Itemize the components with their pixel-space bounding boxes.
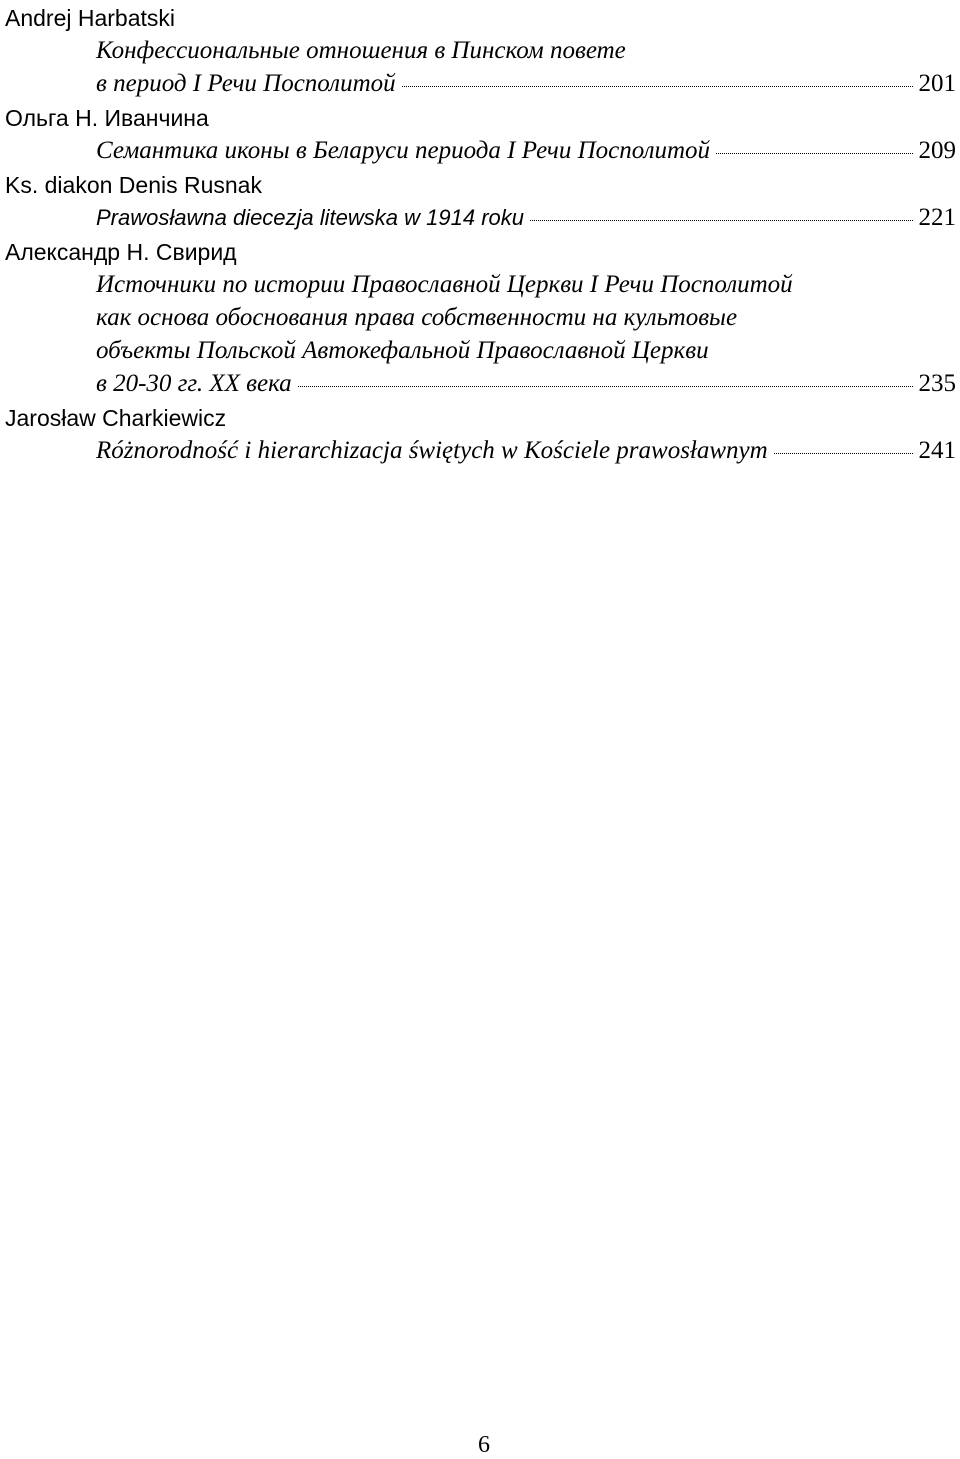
entry-title-last-line (96, 201, 956, 234)
entry-page-number: 235 (918, 370, 956, 397)
entry-title-line: Różnorodność i hierarchizacja świętych w Kościele prawosławnym (96, 437, 768, 464)
entry-title (5, 134, 956, 167)
entry-author: Andrej Harbatski (5, 5, 176, 31)
entry-title-line: как основа обоснования права собственности на культовые (96, 304, 738, 331)
entry-title-last-line (96, 367, 956, 400)
entry-title-line: в 20-30 гг. XX века (96, 370, 292, 397)
entry-page-number: 201 (918, 70, 956, 97)
entry-title (5, 201, 956, 234)
page-number: 6 (478, 1432, 490, 1458)
entry-title-line: Prawosławna diecezja litewska w 1914 roku (96, 205, 524, 230)
entry-title (5, 434, 956, 467)
dot-leader (530, 220, 913, 221)
toc-entry (5, 400, 956, 467)
entry-author: Ks. diakon Denis Rusnak (5, 172, 262, 198)
toc-entry (5, 100, 956, 167)
entry-title-line: объекты Польской Автокефальной Православной Церкви (96, 337, 709, 364)
entry-page-number: 241 (918, 437, 956, 464)
dot-leader (298, 386, 913, 387)
entry-author: Jarosław Charkiewicz (5, 405, 227, 431)
entry-title-line: Источники по истории Православной Церкви I Речи Посполитой (96, 271, 793, 298)
dot-leader (716, 153, 912, 154)
entry-title (5, 268, 956, 400)
entry-title-last-line (96, 134, 956, 167)
entry-page-number: 221 (918, 204, 956, 231)
entry-page-number: 209 (918, 137, 956, 164)
toc-entry (5, 0, 956, 100)
toc-entry (5, 167, 956, 234)
table-of-contents (5, 0, 956, 467)
dot-leader (402, 86, 913, 87)
entry-title-last-line (96, 67, 956, 100)
entry-author: Александр Н. Свирид (5, 239, 237, 265)
entry-author: Ольга Н. Иванчина (5, 105, 209, 131)
entry-title-line: Семантика иконы в Беларуси периода I Речи Посполитой (96, 137, 711, 164)
toc-entry (5, 234, 956, 400)
entry-title-last-line (96, 434, 956, 467)
entry-title-line: в период I Речи Посполитой (96, 70, 396, 97)
entry-title-line: Конфессиональные отношения в Пинском повете (96, 37, 626, 64)
dot-leader (774, 453, 913, 454)
entry-title (5, 34, 956, 100)
